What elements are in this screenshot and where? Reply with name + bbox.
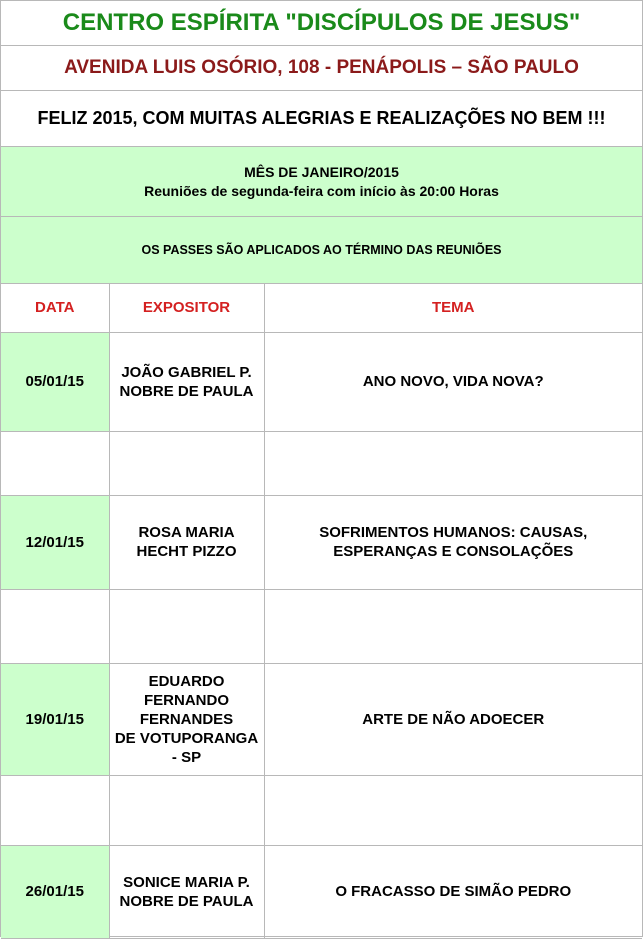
speaker-line: EDUARDO [148, 672, 225, 690]
theme-line: ANO NOVO, VIDA NOVA? [362, 373, 544, 390]
month-info [1, 147, 642, 217]
cell-date [1, 431, 109, 495]
table-row [1, 332, 642, 431]
speaker-line: FERNANDO [144, 691, 229, 709]
speaker-line: FERNANDES [139, 710, 234, 728]
theme-line: ARTE DE NÃO ADOECER [362, 710, 545, 728]
table-row [1, 663, 642, 775]
theme-line: O FRACASSO DE SIMÃO PEDRO [335, 883, 572, 900]
passes-note: OS PASSES SÃO APLICADOS AO TÉRMINO DAS REUNIÕES [141, 243, 502, 257]
month-label: MÊS DE JANEIRO/2015 [244, 163, 399, 180]
cell-theme [264, 495, 642, 589]
center-title [1, 1, 642, 46]
theme-line: SOFRIMENTOS HUMANOS: CAUSAS, [319, 524, 588, 541]
table-header-row [1, 284, 642, 332]
cell-date [1, 589, 109, 663]
cell-date [1, 775, 109, 845]
center-address-text: AVENIDA LUIS OSÓRIO, 108 - PENÁPOLIS – SÃO PAULO [64, 57, 579, 78]
greeting-text: FELIZ 2015, COM MUITAS ALEGRIAS E REALIZAÇÕES NO BEM !!! [37, 108, 606, 128]
cell-speaker [109, 775, 264, 845]
cell-speaker [109, 845, 264, 938]
table-row [1, 495, 642, 589]
cell-date: 05/01/15 [1, 332, 109, 431]
cell-date: 19/01/15 [1, 663, 109, 775]
schedule-note: Reuniões de segunda-feira com início às 20:00 Horas [144, 182, 499, 199]
cell-date: 12/01/15 [1, 495, 109, 589]
cell-speaker [109, 663, 264, 775]
schedule-table [1, 284, 642, 939]
cell-speaker [109, 431, 264, 495]
speaker-line: DE VOTUPORANGA [114, 729, 259, 747]
cell-theme [264, 775, 642, 845]
column-header-theme: TEMA [264, 284, 642, 332]
cell-theme [264, 845, 642, 938]
cell-theme [264, 431, 642, 495]
speaker-line: SONICE MARIA P. [123, 873, 250, 891]
table-row-spacer [1, 589, 642, 663]
table-row-spacer [1, 431, 642, 495]
center-address [1, 46, 642, 91]
cell-speaker [109, 332, 264, 431]
table-row-spacer [1, 775, 642, 845]
speaker-line: ROSA MARIA [138, 524, 235, 541]
cell-speaker [109, 495, 264, 589]
cell-theme [264, 589, 642, 663]
column-header-date: DATA [1, 284, 109, 332]
table-row [1, 845, 642, 938]
passes-info [1, 217, 642, 284]
speaker-line: NOBRE DE PAULA [119, 382, 254, 400]
speaker-line: HECHT PIZZO [136, 543, 237, 560]
theme-line: ESPERANÇAS E CONSOLAÇÕES [333, 543, 574, 560]
speaker-line: - SP [171, 748, 202, 766]
speaker-line: JOÃO GABRIEL P. [121, 363, 252, 381]
new-year-greeting [1, 91, 642, 147]
cell-theme [264, 663, 642, 775]
center-title-text: CENTRO ESPÍRITA "DISCÍPULOS DE JESUS" [62, 9, 581, 36]
cell-theme [264, 332, 642, 431]
cell-date: 26/01/15 [1, 845, 109, 938]
cell-speaker [109, 589, 264, 663]
column-header-speaker: EXPOSITOR [109, 284, 264, 332]
speaker-line: NOBRE DE PAULA [119, 892, 254, 910]
